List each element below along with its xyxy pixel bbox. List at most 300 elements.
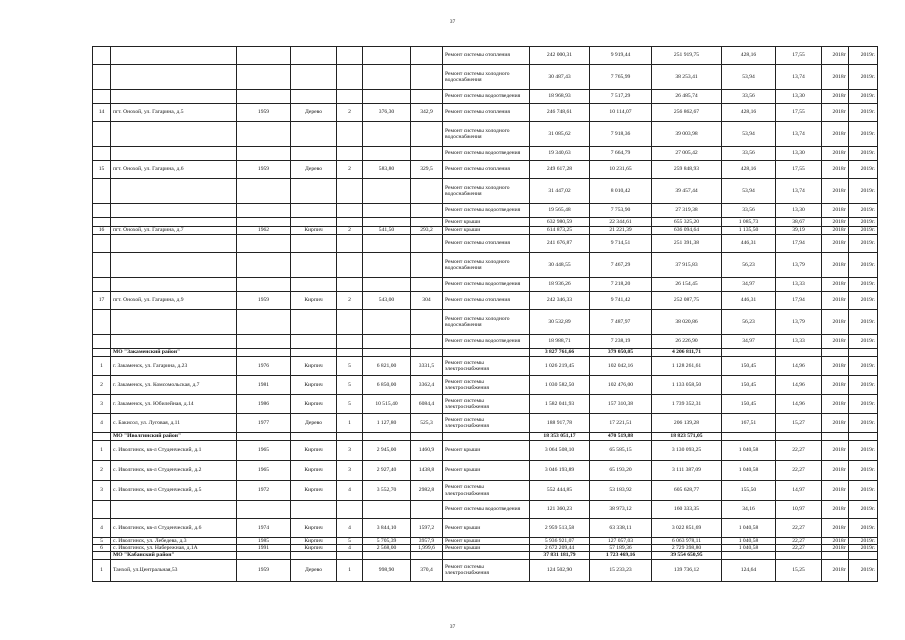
- start-year-cell: 2018г: [822, 204, 849, 218]
- total-cost-cell: 26 226,90: [652, 335, 722, 349]
- living-area-cell: [411, 47, 443, 65]
- start-year-cell: 2018г: [822, 218, 849, 227]
- year-built-cell: [237, 65, 291, 90]
- end-year-cell: 2019г.: [849, 310, 878, 335]
- floors-cell: [337, 147, 363, 161]
- control-cost-cell: 65 193,20: [590, 461, 652, 481]
- start-year-cell: 2018г: [822, 441, 849, 461]
- end-year-cell: 2019г.: [849, 122, 878, 147]
- living-area-cell: 293,2: [411, 227, 443, 235]
- start-year-cell: 2018г: [822, 481, 849, 501]
- unit-cost-cell: 124,64: [722, 559, 776, 581]
- address-cell: [111, 122, 237, 147]
- living-area-cell: 3331,5: [411, 357, 443, 376]
- work-cost-cell: 632 980,59: [530, 218, 590, 227]
- end-year-cell: 2019г.: [849, 292, 878, 310]
- address-cell: МО "Иволгинский район": [111, 433, 237, 441]
- end-year-cell: 2019г.: [849, 545, 878, 552]
- year-built-cell: [237, 179, 291, 204]
- end-year-cell: 2019г.: [849, 395, 878, 414]
- control-cost-cell: 7 918,36: [590, 122, 652, 147]
- start-year-cell: 2018г: [822, 104, 849, 122]
- wall-material-cell: Дерево: [291, 414, 337, 433]
- start-year-cell: 2018г: [822, 278, 849, 292]
- year-built-cell: 1965: [237, 461, 291, 481]
- row-number: [93, 349, 111, 357]
- table-row: [93, 545, 878, 552]
- control-cost-cell: 127 057,03: [590, 538, 652, 545]
- row-number: 1: [93, 441, 111, 461]
- unit-cost-cell: 428,16: [722, 47, 776, 65]
- unit-cost-cell: 155,50: [722, 481, 776, 501]
- total-area-cell: [363, 552, 411, 559]
- wall-material-cell: [291, 179, 337, 204]
- control-cost-cell: 57 189,36: [590, 545, 652, 552]
- address-cell: [111, 310, 237, 335]
- wall-material-cell: Кирпич: [291, 395, 337, 414]
- address-cell: с. Иволгинск, кв-л Студенческий, д.5: [111, 481, 237, 501]
- total-area-cell: [363, 122, 411, 147]
- start-year-cell: 2018г: [822, 357, 849, 376]
- address-cell: пгт. Онохой, ул. Гагарина, д.9: [111, 292, 237, 310]
- work-cost-cell: 5 936 921,07: [530, 538, 590, 545]
- total-area-cell: [363, 253, 411, 278]
- total-area-cell: 3 844,10: [363, 519, 411, 538]
- unit-control-cost-cell: 13,79: [776, 310, 822, 335]
- unit-cost-cell: 1 040,58: [722, 461, 776, 481]
- unit-control-cost-cell: 17,94: [776, 235, 822, 253]
- start-year-cell: 2018г: [822, 414, 849, 433]
- table-row: [93, 122, 878, 147]
- table-row: [93, 501, 878, 519]
- total-area-cell: [363, 65, 411, 90]
- row-number: 5: [93, 538, 111, 545]
- end-year-cell: 2019г.: [849, 559, 878, 581]
- address-cell: [111, 90, 237, 104]
- address-cell: [111, 235, 237, 253]
- living-area-cell: [411, 253, 443, 278]
- control-cost-cell: 10 231,65: [590, 161, 652, 179]
- living-area-cell: [411, 90, 443, 104]
- living-area-cell: [411, 278, 443, 292]
- table-row: [93, 227, 878, 235]
- year-built-cell: 1959: [237, 559, 291, 581]
- work-type-cell: Ремонт системы электроснабжения: [443, 395, 530, 414]
- end-year-cell: 2019г.: [849, 218, 878, 227]
- end-year-cell: 2019г.: [849, 253, 878, 278]
- year-built-cell: 1977: [237, 414, 291, 433]
- work-cost-cell: 121 360,23: [530, 501, 590, 519]
- row-number: [93, 335, 111, 349]
- table-row: [93, 204, 878, 218]
- address-cell: пгт. Онохой, ул. Гагарина, д.6: [111, 161, 237, 179]
- year-built-cell: [237, 310, 291, 335]
- living-area-cell: [411, 501, 443, 519]
- total-cost-cell: 3 130 093,25: [652, 441, 722, 461]
- total-area-cell: [363, 433, 411, 441]
- table-row: [93, 253, 878, 278]
- work-cost-cell: 1 582 041,93: [530, 395, 590, 414]
- table-row: [93, 357, 878, 376]
- address-cell: МО "Закаменский район": [111, 349, 237, 357]
- total-cost-cell: 1 133 058,50: [652, 376, 722, 395]
- unit-cost-cell: 33,56: [722, 147, 776, 161]
- wall-material-cell: [291, 90, 337, 104]
- total-area-cell: [363, 501, 411, 519]
- start-year-cell: 2018г: [822, 65, 849, 90]
- work-cost-cell: 30 532,89: [530, 310, 590, 335]
- address-cell: [111, 278, 237, 292]
- table-row: [93, 90, 878, 104]
- address-cell: с. Бакисол, ул. Луговая, д.11: [111, 414, 237, 433]
- living-area-cell: [411, 552, 443, 559]
- table-row: [93, 395, 878, 414]
- row-number: [93, 147, 111, 161]
- floors-cell: [337, 501, 363, 519]
- year-built-cell: 1962: [237, 227, 291, 235]
- control-cost-cell: 7 753,90: [590, 204, 652, 218]
- control-cost-cell: 7 218,20: [590, 278, 652, 292]
- work-type-cell: Ремонт системы электроснабжения: [443, 481, 530, 501]
- unit-control-cost-cell: [776, 433, 822, 441]
- work-cost-cell: 2 672 209,44: [530, 545, 590, 552]
- table-row: [93, 179, 878, 204]
- unit-cost-cell: 34,16: [722, 501, 776, 519]
- total-area-cell: 541,50: [363, 227, 411, 235]
- row-number: 3: [93, 395, 111, 414]
- work-cost-cell: 249 617,28: [530, 161, 590, 179]
- wall-material-cell: Дерево: [291, 161, 337, 179]
- district-subtotal-row: [93, 349, 878, 357]
- wall-material-cell: Кирпич: [291, 461, 337, 481]
- total-area-cell: [363, 147, 411, 161]
- unit-cost-cell: 33,56: [722, 204, 776, 218]
- unit-cost-cell: 150,45: [722, 395, 776, 414]
- total-cost-cell: 605 628,77: [652, 481, 722, 501]
- wall-material-cell: Кирпич: [291, 441, 337, 461]
- year-built-cell: [237, 218, 291, 227]
- work-type-cell: Ремонт системы водоотведения: [443, 501, 530, 519]
- row-number: [93, 179, 111, 204]
- work-cost-cell: 3 046 193,89: [530, 461, 590, 481]
- unit-cost-cell: 53,94: [722, 65, 776, 90]
- table-row: [93, 47, 878, 65]
- living-area-cell: 1438,8: [411, 461, 443, 481]
- unit-control-cost-cell: 13,33: [776, 278, 822, 292]
- year-built-cell: [237, 204, 291, 218]
- start-year-cell: 2018г: [822, 335, 849, 349]
- wall-material-cell: [291, 235, 337, 253]
- start-year-cell: 2018г: [822, 122, 849, 147]
- work-cost-cell: 30 487,43: [530, 65, 590, 90]
- unit-cost-cell: 1 040,58: [722, 441, 776, 461]
- start-year-cell: [822, 349, 849, 357]
- unit-control-cost-cell: 15,27: [776, 414, 822, 433]
- row-number: [93, 122, 111, 147]
- unit-control-cost-cell: 22,27: [776, 441, 822, 461]
- unit-cost-cell: 56,23: [722, 253, 776, 278]
- unit-cost-cell: 428,16: [722, 161, 776, 179]
- floors-cell: 5: [337, 376, 363, 395]
- year-built-cell: [237, 335, 291, 349]
- work-type-cell: Ремонт крыши: [443, 519, 530, 538]
- control-cost-cell: 470 519,88: [590, 433, 652, 441]
- unit-control-cost-cell: 10,97: [776, 501, 822, 519]
- unit-cost-cell: 56,23: [722, 310, 776, 335]
- control-cost-cell: 22 344,61: [590, 218, 652, 227]
- total-area-cell: 3 552,70: [363, 481, 411, 501]
- floors-cell: [337, 179, 363, 204]
- end-year-cell: 2019г.: [849, 538, 878, 545]
- year-built-cell: [237, 235, 291, 253]
- start-year-cell: 2018г: [822, 161, 849, 179]
- living-area-cell: 1460,9: [411, 441, 443, 461]
- row-number: [93, 253, 111, 278]
- work-type-cell: Ремонт крыши: [443, 461, 530, 481]
- total-area-cell: [363, 179, 411, 204]
- start-year-cell: 2018г: [822, 376, 849, 395]
- total-cost-cell: 1 739 352,31: [652, 395, 722, 414]
- start-year-cell: 2018г: [822, 235, 849, 253]
- unit-control-cost-cell: 38,67: [776, 218, 822, 227]
- start-year-cell: 2018г: [822, 545, 849, 552]
- floors-cell: 3: [337, 461, 363, 481]
- address-cell: [111, 204, 237, 218]
- table-row: [93, 292, 878, 310]
- unit-cost-cell: 53,94: [722, 179, 776, 204]
- end-year-cell: 2019г.: [849, 441, 878, 461]
- wall-material-cell: [291, 278, 337, 292]
- row-number: [93, 90, 111, 104]
- control-cost-cell: 157 310,38: [590, 395, 652, 414]
- wall-material-cell: [291, 218, 337, 227]
- wall-material-cell: [291, 310, 337, 335]
- work-cost-cell: 242 346,33: [530, 292, 590, 310]
- total-cost-cell: 251 391,38: [652, 235, 722, 253]
- total-area-cell: [363, 47, 411, 65]
- total-cost-cell: 259 848,93: [652, 161, 722, 179]
- total-cost-cell: 251 919,75: [652, 47, 722, 65]
- row-number: [93, 235, 111, 253]
- floors-cell: 1: [337, 559, 363, 581]
- control-cost-cell: 7 765,99: [590, 65, 652, 90]
- work-type-cell: Ремонт системы холодного водоснабжения: [443, 65, 530, 90]
- wall-material-cell: Кирпич: [291, 481, 337, 501]
- floors-cell: 5: [337, 395, 363, 414]
- year-built-cell: [237, 253, 291, 278]
- row-number: 2: [93, 461, 111, 481]
- total-cost-cell: 18 823 571,05: [652, 433, 722, 441]
- wall-material-cell: Дерево: [291, 559, 337, 581]
- living-area-cell: 342,9: [411, 104, 443, 122]
- control-cost-cell: 102 042,16: [590, 357, 652, 376]
- control-cost-cell: 7 487,97: [590, 310, 652, 335]
- row-number: [93, 501, 111, 519]
- unit-cost-cell: 33,56: [722, 90, 776, 104]
- year-built-cell: [237, 122, 291, 147]
- start-year-cell: 2018г: [822, 559, 849, 581]
- row-number: [93, 47, 111, 65]
- table-row: [93, 104, 878, 122]
- wall-material-cell: Кирпич: [291, 292, 337, 310]
- unit-cost-cell: 53,94: [722, 122, 776, 147]
- wall-material-cell: [291, 335, 337, 349]
- work-type-cell: Ремонт системы холодного водоснабжения: [443, 122, 530, 147]
- start-year-cell: 2018г: [822, 461, 849, 481]
- total-cost-cell: 39 554 650,95: [652, 552, 722, 559]
- end-year-cell: 2019г.: [849, 65, 878, 90]
- work-type-cell: Ремонт системы водоотведения: [443, 278, 530, 292]
- floors-cell: 4: [337, 545, 363, 552]
- unit-control-cost-cell: 13,30: [776, 204, 822, 218]
- living-area-cell: [411, 310, 443, 335]
- repair-program-table: [92, 46, 878, 582]
- unit-cost-cell: 446,31: [722, 292, 776, 310]
- total-cost-cell: 38 253,41: [652, 65, 722, 90]
- living-area-cell: [411, 179, 443, 204]
- unit-control-cost-cell: 15,25: [776, 559, 822, 581]
- unit-control-cost-cell: 22,27: [776, 519, 822, 538]
- address-cell: [111, 335, 237, 349]
- wall-material-cell: [291, 204, 337, 218]
- unit-cost-cell: 1 135,50: [722, 227, 776, 235]
- unit-control-cost-cell: 22,27: [776, 538, 822, 545]
- unit-cost-cell: [722, 433, 776, 441]
- year-built-cell: 1959: [237, 161, 291, 179]
- start-year-cell: [822, 552, 849, 559]
- total-cost-cell: 139 736,12: [652, 559, 722, 581]
- unit-cost-cell: 34,97: [722, 335, 776, 349]
- end-year-cell: 2019г.: [849, 227, 878, 235]
- floors-cell: 3: [337, 441, 363, 461]
- total-cost-cell: 256 862,67: [652, 104, 722, 122]
- row-number: [93, 433, 111, 441]
- control-cost-cell: 15 233,23: [590, 559, 652, 581]
- total-area-cell: 998,90: [363, 559, 411, 581]
- living-area-cell: [411, 335, 443, 349]
- unit-control-cost-cell: [776, 349, 822, 357]
- end-year-cell: 2019г.: [849, 376, 878, 395]
- living-area-cell: [411, 349, 443, 357]
- living-area-cell: 329,5: [411, 161, 443, 179]
- total-cost-cell: 1 128 261,61: [652, 357, 722, 376]
- total-area-cell: [363, 310, 411, 335]
- year-built-cell: 1976: [237, 357, 291, 376]
- unit-control-cost-cell: 13,30: [776, 90, 822, 104]
- address-cell: с. Иволгинск, ул. Набережная, д.1А: [111, 545, 237, 552]
- total-cost-cell: 26 485,74: [652, 90, 722, 104]
- year-built-cell: [237, 147, 291, 161]
- total-area-cell: [363, 335, 411, 349]
- address-cell: [111, 218, 237, 227]
- wall-material-cell: Кирпич: [291, 227, 337, 235]
- year-built-cell: [237, 433, 291, 441]
- unit-control-cost-cell: 13,74: [776, 65, 822, 90]
- unit-control-cost-cell: 13,74: [776, 179, 822, 204]
- control-cost-cell: 1 723 469,16: [590, 552, 652, 559]
- year-built-cell: 1985: [237, 538, 291, 545]
- year-built-cell: 1986: [237, 395, 291, 414]
- work-cost-cell: 1 026 219,45: [530, 357, 590, 376]
- work-type-cell: [443, 552, 530, 559]
- work-cost-cell: 30 448,55: [530, 253, 590, 278]
- end-year-cell: 2019г.: [849, 161, 878, 179]
- start-year-cell: 2018г: [822, 519, 849, 538]
- end-year-cell: 2019г.: [849, 104, 878, 122]
- end-year-cell: 2019г.: [849, 179, 878, 204]
- table-row: [93, 335, 878, 349]
- end-year-cell: [849, 433, 878, 441]
- total-cost-cell: 3 022 851,69: [652, 519, 722, 538]
- total-area-cell: 2 927,40: [363, 461, 411, 481]
- work-type-cell: Ремонт системы отопления: [443, 235, 530, 253]
- wall-material-cell: [291, 47, 337, 65]
- unit-cost-cell: 1 085,73: [722, 218, 776, 227]
- unit-control-cost-cell: 17,55: [776, 161, 822, 179]
- year-built-cell: 1991: [237, 545, 291, 552]
- floors-cell: [337, 47, 363, 65]
- work-cost-cell: 246 748,61: [530, 104, 590, 122]
- work-type-cell: Ремонт системы холодного водоснабжения: [443, 253, 530, 278]
- table-row: [93, 481, 878, 501]
- living-area-cell: 370,4: [411, 559, 443, 581]
- year-built-cell: [237, 552, 291, 559]
- end-year-cell: 2019г.: [849, 235, 878, 253]
- wall-material-cell: Кирпич: [291, 519, 337, 538]
- address-cell: [111, 147, 237, 161]
- floors-cell: [337, 122, 363, 147]
- control-cost-cell: 63 338,11: [590, 519, 652, 538]
- control-cost-cell: 7 517,29: [590, 90, 652, 104]
- total-area-cell: 376,30: [363, 104, 411, 122]
- work-cost-cell: 19 565,48: [530, 204, 590, 218]
- work-type-cell: Ремонт системы отопления: [443, 292, 530, 310]
- unit-control-cost-cell: 39,19: [776, 227, 822, 235]
- work-type-cell: Ремонт системы водоотведения: [443, 204, 530, 218]
- floors-cell: [337, 310, 363, 335]
- living-area-cell: [411, 204, 443, 218]
- end-year-cell: 2019г.: [849, 481, 878, 501]
- work-cost-cell: 552 444,85: [530, 481, 590, 501]
- work-cost-cell: 124 502,90: [530, 559, 590, 581]
- floors-cell: [337, 433, 363, 441]
- year-built-cell: [237, 501, 291, 519]
- table-row: [93, 441, 878, 461]
- address-cell: МО "Кабанский район": [111, 552, 237, 559]
- address-cell: с. Иволгинск, кв-л Студенческий, д.1: [111, 441, 237, 461]
- work-type-cell: Ремонт системы холодного водоснабжения: [443, 310, 530, 335]
- wall-material-cell: [291, 253, 337, 278]
- work-type-cell: Ремонт системы электроснабжения: [443, 376, 530, 395]
- address-cell: пгт. Онохой, ул. Гагарина, д.7: [111, 227, 237, 235]
- end-year-cell: 2019г.: [849, 90, 878, 104]
- row-number: 3: [93, 481, 111, 501]
- address-cell: пгт. Онохой, ул. Гагарина, д.5: [111, 104, 237, 122]
- control-cost-cell: 10 114,07: [590, 104, 652, 122]
- end-year-cell: 2019г.: [849, 519, 878, 538]
- work-type-cell: Ремонт крыши: [443, 538, 530, 545]
- living-area-cell: [411, 122, 443, 147]
- unit-control-cost-cell: 14,96: [776, 376, 822, 395]
- year-built-cell: [237, 47, 291, 65]
- total-cost-cell: 39 003,98: [652, 122, 722, 147]
- row-number: [93, 552, 111, 559]
- row-number: 4: [93, 519, 111, 538]
- floors-cell: [337, 253, 363, 278]
- unit-control-cost-cell: 13,30: [776, 147, 822, 161]
- address-cell: [111, 179, 237, 204]
- floors-cell: [337, 349, 363, 357]
